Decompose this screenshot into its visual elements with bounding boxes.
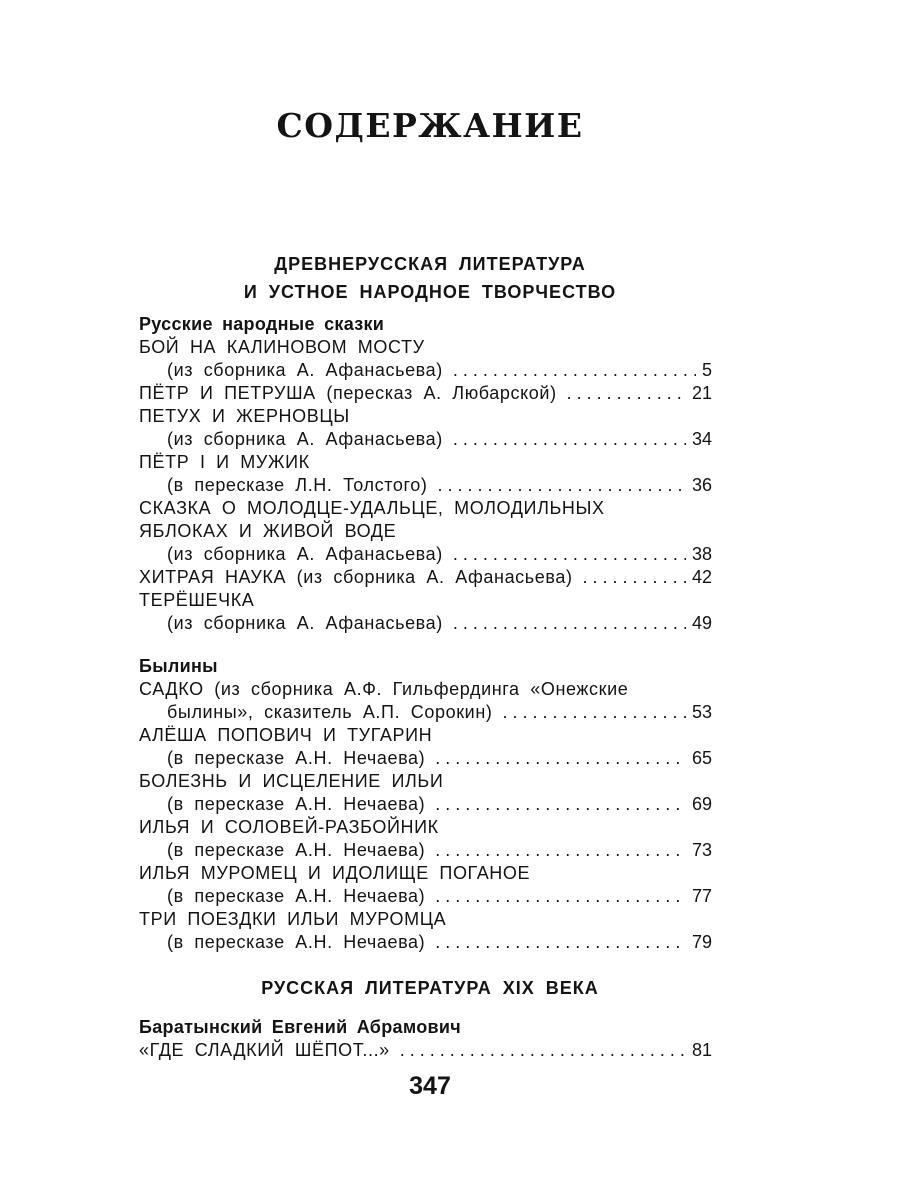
toc-entry — [139, 543, 712, 566]
toc-entry-source: (в пересказе А.Н. Нечаева) — [167, 794, 426, 814]
toc-block-2 — [139, 1016, 712, 1062]
leader-dots — [573, 566, 686, 589]
section-heading-skazki: Русские народные сказки — [139, 314, 385, 334]
leader-dots — [425, 885, 686, 908]
toc-entry-source: (из сборника А. Афанасьева) — [167, 429, 443, 449]
page-number: 42 — [691, 567, 712, 587]
leader-dots — [425, 747, 686, 770]
page-number: 65 — [691, 748, 712, 768]
toc-entry — [139, 885, 712, 908]
toc-entry-source: (в пересказе А.Н. Нечаева) — [167, 748, 426, 768]
toc-entry — [139, 839, 712, 862]
toc-entry-title: ТЕРЁШЕЧКА — [139, 590, 255, 610]
page-number: 21 — [691, 383, 712, 403]
toc-entry-source: (в пересказе А.Н. Нечаева) — [167, 840, 426, 860]
toc-entry — [139, 382, 712, 405]
toc-entry-source: (из сборника А. Афанасьева) — [167, 613, 443, 633]
leader-dots — [425, 839, 686, 862]
page-number: 38 — [691, 544, 712, 564]
toc-entry-title: ТРИ ПОЕЗДКИ ИЛЬИ МУРОМЦА — [139, 909, 447, 929]
page-number: 81 — [691, 1040, 712, 1060]
part-heading-line-1: ДРЕВНЕРУССКАЯ ЛИТЕРАТУРА — [274, 254, 586, 274]
part-heading-old-russian — [0, 250, 860, 306]
toc-entry-source: (из сборника А. Афанасьева) — [167, 544, 443, 564]
toc-entry — [139, 931, 712, 954]
toc-entry-title: БОЛЕЗНЬ И ИСЦЕЛЕНИЕ ИЛЬИ — [139, 771, 444, 791]
toc-entry-title: ПЁТР И ПЕТРУША (пересказ А. Любарской) — [139, 383, 557, 403]
leader-dots — [425, 793, 686, 816]
part-heading-line-1: РУССКАЯ ЛИТЕРАТУРА XIX ВЕКА — [261, 978, 599, 998]
toc-entry-source: (в пересказе Л.Н. Толстого) — [167, 475, 428, 495]
part-heading-19th-century — [0, 974, 860, 1002]
toc-entry — [139, 474, 712, 497]
toc-entry — [139, 612, 712, 635]
toc-entry — [139, 701, 712, 724]
toc-entry-title: ПЕТУХ И ЖЕРНОВЦЫ — [139, 406, 350, 426]
toc-entry-title-cont: былины», сказитель А.П. Сорокин) — [167, 702, 493, 722]
page-number: 77 — [691, 886, 712, 906]
toc-entry-title: САДКО (из сборника А.Ф. Гильфердинга «Онежские — [139, 679, 629, 699]
leader-dots — [443, 543, 686, 566]
leader-dots — [492, 701, 686, 724]
toc-entry-source: (из сборника А. Афанасьева) — [167, 360, 443, 380]
folio-page-number: 347 — [409, 1072, 451, 1100]
leader-dots — [443, 428, 686, 451]
section-gap — [139, 635, 712, 655]
page-number: 34 — [691, 429, 712, 449]
toc-entry — [139, 359, 712, 382]
page-number: 79 — [691, 932, 712, 952]
toc-entry-title: ХИТРАЯ НАУКА (из сборника А. Афанасьева) — [139, 567, 573, 587]
toc-entry — [139, 793, 712, 816]
toc-entry-title: АЛЁША ПОПОВИЧ И ТУГАРИН — [139, 725, 433, 745]
toc-entry — [139, 566, 712, 589]
toc-entry-title: ИЛЬЯ И СОЛОВЕЙ-РАЗБОЙНИК — [139, 817, 439, 837]
toc-entry — [139, 747, 712, 770]
toc-entry-source: (в пересказе А.Н. Нечаева) — [167, 886, 426, 906]
part-heading-line-2: И УСТНОЕ НАРОДНОЕ ТВОРЧЕСТВО — [243, 282, 617, 302]
toc-entry — [139, 1039, 712, 1062]
leader-dots — [443, 612, 686, 635]
toc-block-1 — [139, 313, 712, 954]
section-heading-author: Баратынский Евгений Абрамович — [139, 1017, 461, 1037]
page-number: 69 — [691, 794, 712, 814]
toc-entry-title: «ГДЕ СЛАДКИЙ ШЁПОТ...» — [139, 1040, 390, 1060]
leader-dots — [427, 474, 686, 497]
page-number: 73 — [691, 840, 712, 860]
page-number: 36 — [691, 475, 712, 495]
page-number: 53 — [691, 702, 712, 722]
page-title: СОДЕРЖАНИЕ — [276, 106, 584, 145]
toc-entry-title-cont: ЯБЛОКАХ И ЖИВОЙ ВОДЕ — [139, 521, 397, 541]
page-number: 5 — [701, 360, 712, 380]
toc-entry-title: БОЙ НА КАЛИНОВОМ МОСТУ — [139, 337, 425, 357]
leader-dots — [390, 1039, 686, 1062]
toc-entry-title: ПЁТР I И МУЖИК — [139, 452, 310, 472]
leader-dots — [425, 931, 686, 954]
toc-entry-title: ИЛЬЯ МУРОМЕЦ И ИДОЛИЩЕ ПОГАНОЕ — [139, 863, 531, 883]
section-heading-byliny: Былины — [139, 656, 218, 676]
toc-entry-title: СКАЗКА О МОЛОДЦЕ-УДАЛЬЦЕ, МОЛОДИЛЬНЫХ — [139, 498, 605, 518]
page-number: 49 — [691, 613, 712, 633]
leader-dots — [443, 359, 696, 382]
toc-entry — [139, 428, 712, 451]
leader-dots — [557, 382, 686, 405]
toc-entry-source: (в пересказе А.Н. Нечаева) — [167, 932, 426, 952]
